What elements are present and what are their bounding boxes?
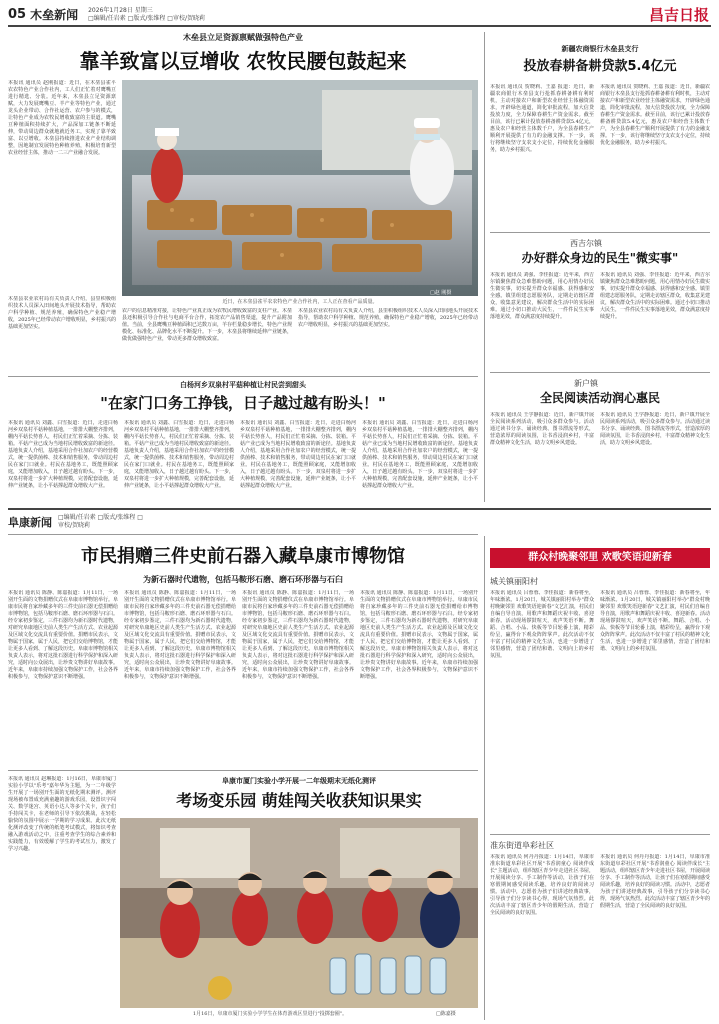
top-story-body-right: 农户的信息精准对接，让特色产业真正成为农牧民增收致富的支柱产业。木垒县还积极引导合作社与电商平台合作，拓宽农产品销售渠道，提升产品附加值。当前，全县鹰嘴豆种植面积已达数万亩，羊存栏量稳步增长，特色产业规模化、标准化、品牌化水平不断提升。下一步，木垒县将继续延伸产业链条，做优做强特色产业，带动更多群众增收致富。 [122, 308, 292, 342]
column-divider-2 [484, 536, 485, 1020]
page-number: 05 [8, 7, 27, 22]
date-block [88, 7, 205, 23]
section2-rule [8, 534, 478, 535]
header-rule [8, 25, 711, 27]
top-story-body-left: 本报讯 通讯员 赵刚报道：近日，在木垒县雀平农农特色产业合作社内，工人们正忙着对鹰嘴豆进行精选、分装。近年来，木垒县立足资源禀赋，大力发展鹰嘴豆、羊产业等特色产业，通过龙头企业带动、合作社运营、农户参与的模式，让特色产业成为农牧民增收致富的主渠道。鹰嘴豆种植面积持续扩大，产品深加工链条不断延伸，带动周边群众就地就近务工，实现了靠羊致富、以豆增收。木垒县持续推进农业产业结构调整，因地制宜发展特色种植养殖，积极培育新型农业经营主体，推动一二三产业融合发展。 [8, 80, 116, 156]
mushroom-body-2: 本报讯 通讯员 刘鑫、白雪报道：近日，走进白杨河乡双泉村平菇种植基地，一排排大棚整齐排列，棚内平菇长势喜人，村民们正忙着采摘、分拣、装箱。平菇产业已成为当地村民增收致富的新途径。基地负责人介绍，基地采用合作社加农户的经营模式，统一提供菌棒、技术和销售服务，带动周边村民在家门口就业。村民在基地务工，既能照顾家庭，又能增加收入，日子越过越有盼头。下一步，双泉村将进一步扩大种植规模，完善配套设施，延伸产业链条，让小平菇撑起群众增收大产业。 [124, 420, 234, 489]
reading-headline: 全民阅读活动润心惠民 [539, 391, 660, 405]
section2-header [8, 514, 148, 530]
editors-line: □编辑/任岩素 □版式/张维程 □审校/贺晓莉 [88, 14, 205, 22]
top-story-body-left-cont: 木垒县农业农村局有关负责人介绍，县里积极组织技术人员深入田间地头开展技术指导，帮助农户科学种植、规范养殖，确保特色产业稳产增收，2025年已经带动农户增收明显，乡村振兴的基础更加坚实。 [8, 296, 116, 330]
exam-rule [8, 770, 478, 771]
mushroom-rule [8, 376, 478, 377]
sidebar-rule-1 [490, 232, 710, 233]
village-gala-banner: 群众村晚聚邻里 欢歌笑语迎新春 [490, 548, 710, 568]
loan-body-1: 本报讯 通讯员 贺晓莉、王嘉 报道：近日，新疆农商银行木垒县支行抢抓春耕备耕有利时机，主动对接农户和新型农业经营主体融资需求，开辟绿色通道，简化审批流程，加大信贷投放力度，全力保障春耕生产资金需求。截至目前，该行已累计投放春耕备耕贷款5.4亿元，惠及农户和经营主体数千户，为全县春耕生产顺利开展提供了有力的金融支撑。下一步，该行将继续坚守支农支小定位，持续优化金融服务，助力乡村振兴。 [490, 84, 594, 153]
exam-headline: 考场变乐园 萌娃闯关收获知识果实 [176, 791, 422, 810]
zhundong-body-2: 本报讯 通讯员 何丹丹报道：1月14日，阜康市准东街道阜彩社区开展"书香润童心 阅读伴成长"主题活动，组织辖区青少年走进社区书屋，开展阅读分享、手工制作等活动，让孩子们在寒假期间感受阅读乐趣，培养良好的阅读习惯。活动中，志愿者为孩子们讲述经典故事，引导孩子们分享读书心得，现场气氛热烈。此次活动丰富了辖区青少年的假期生活，营造了全民阅读的良好氛围。 [600, 854, 710, 909]
reading-body-1: 本报讯 通讯员 王学静报道：近日，新户镇开展全民阅读系列活动，吸引众多群众参与。活动通过读书分享、诵读经典、图书漂流等形式，营造浓厚的阅读氛围，让书香浸润乡村，丰富群众精神文化生活，助力文明乡风建设。 [490, 412, 594, 446]
exam-photo-caption: 1月16日，阜康市厦门实验小学学生在体育游戏区里进行"投掷套圈"。 [192, 1011, 348, 1017]
minsheng-headline: 办好群众身边的民生"微实事" [521, 251, 679, 265]
classroom-photo [120, 818, 478, 1008]
minsheng-place: 西吉尔镇 [570, 239, 602, 248]
mushroom-kicker: 白杨河乡双泉村平菇种植让村民尝到甜头 [180, 380, 306, 389]
loan-headline: 投放春耕备耕贷款5.4亿元 [523, 59, 677, 74]
mushroom-body-3: 本报讯 通讯员 刘鑫、白雪报道：近日，走进白杨河乡双泉村平菇种植基地，一排排大棚整齐排列，棚内平菇长势喜人，村民们正忙着采摘、分拣、装箱。平菇产业已成为当地村民增收致富的新途径。基地负责人介绍，基地采用合作社加农户的经营模式，统一提供菌棒、技术和销售服务，带动周边村民在家门口就业。村民在基地务工，既能照顾家庭，又能增加收入，日子越过越有盼头。下一步，双泉村将进一步扩大种植规模，完善配套设施，延伸产业链条，让小平菇撑起群众增收大产业。 [240, 420, 356, 489]
section2-editors: □编辑/任岩素 □版式/张维程 □审校/贺晓莉 [58, 514, 143, 529]
museum-body-1: 本报讯 通讯员 陈静、陈嘉报道：1月11日，一场别开生面的文物捐赠仪式在阜康市博物馆举行。阜康市民将自家珍藏多年的三件史前石器无偿捐赠给市博物馆，包括马鞍形石磨、磨石环形器与石臼。经专家初步鉴定，三件石器均为新石器时代遗物，对研究阜康地区史前人类生产生活方式、农业起源及区域文化交流具有重要价值。捐赠市民表示，文物属于国家，属于人民，把它们交给博物馆，才能让更多人看到、了解这段历史。阜康市博物馆相关负责人表示，将对这批石器进行科学保护和深入研究，适时向公众展出，让珍贵文物讲好阜康故事。近年来，阜康市持续加强文物保护工作，社会各界积极参与，文物保护意识不断增强。 [8, 590, 118, 680]
loan-kicker: 新疆农商银行木垒县支行 [561, 44, 639, 53]
section2-rule-top [8, 508, 711, 510]
zhundong-body-1: 本报讯 通讯员 何丹丹报道：1月14日，阜康市准东街道阜彩社区开展"书香润童心 阅读伴成长"主题活动，组织辖区青少年走进社区书屋，开展阅读分享、手工制作等活动，让孩子们在寒假期间感受阅读乐趣，培养良好的阅读习惯。活动中，志愿者为孩子们讲述经典故事，引导孩子们分享读书心得，现场气氛热烈。此次活动丰富了辖区青少年的假期生活，营造了全民阅读的良好氛围。 [490, 854, 594, 916]
top-story-kicker: 木垒县立足资源禀赋做强特色产业 [183, 32, 303, 42]
date-line: 2026年1月28日 星期三 [88, 6, 153, 14]
section2-name: 阜康新闻 [8, 516, 52, 529]
column-divider [484, 32, 485, 502]
community-place: 城关镇丽阳村 [490, 577, 538, 586]
top-photo-caption: 近日，在木垒县雀平农农特色产业合作社内，工人正在查看产品质量。 [222, 299, 378, 305]
museum-body-4: 本报讯 通讯员 陈静、陈嘉报道：1月11日，一场别开生面的文物捐赠仪式在阜康市博物馆举行。阜康市民将自家珍藏多年的三件史前石器无偿捐赠给市博物馆，包括马鞍形石磨、磨石环形器与石臼。经专家初步鉴定，三件石器均为新石器时代遗物，对研究阜康地区史前人类生产生活方式、农业起源及区域文化交流具有重要价值。捐赠市民表示，文物属于国家，属于人民，把它们交给博物馆，才能让更多人看到、了解这段历史。阜康市博物馆相关负责人表示，将对这批石器进行科学保护和深入研究，适时向公众展出，让珍贵文物讲好阜康故事。近年来，阜康市持续加强文物保护工作，社会各界积极参与，文物保护意识不断增强。 [360, 590, 478, 680]
factory-photo [122, 80, 478, 296]
community-body-1: 本报讯 通讯员 吕蓉蓉、李佳报道：新春将至，年味渐浓。1月20日，城关镇丽阳村举办"群众村晚聚邻里 欢歌笑语迎新春"文艺汇演，村民们自编自导自演，用歌声和舞蹈庆祝丰收、喜迎新春。活动现场锣鼓喧天，欢声笑语不断。舞蹈、合唱、小品、快板等节目轮番上演，精彩纷呈，赢得台下观众阵阵掌声。此次活动不仅丰富了村民的精神文化生活，也进一步增进了邻里感情，营造了团结和谐、文明向上的乡村氛围。 [490, 590, 594, 659]
exam-body: 本报讯 通讯员 赵琳报道：1月16日，阜康市厦门实验小学以"乐考"嘉年华为主题，为一二年级学生开展了一场别开生面的无纸化期末测评。测评现场被布置成充满童趣的游戏乐园，设置识字闯关、数学迷宫、英语小达人等多个关卡，孩子们手持闯关卡，在老师的引导下依次挑战，在轻松愉快的氛围中展示一学期的学习成果。此次无纸化测评改变了传统的纸笔考试模式，将知识考查融入游戏活动之中，注重考查学生的综合素养和实践能力，有效缓解了学生的考试压力，激发了学习兴趣。 [8, 776, 116, 852]
top-story-body-mid: 木垒县农业农村局有关负责人介绍，县里积极组织技术人员深入田间地头开展技术指导，帮助农户科学种植、规范养殖，确保特色产业稳产增收，2025年已经带动农户增收明显，乡村振兴的基础更加坚实。 [298, 308, 478, 328]
zhundong-place: 准东街道阜彩社区 [490, 841, 554, 850]
top-story-headline: 靠羊致富以豆增收 农牧民腰包鼓起来 [79, 49, 407, 73]
minsheng-body-2: 本报讯 通讯员 刘强、李佳报道：近年来，西吉尔镇聚焦群众急难愁盼问题，用心用情办好民生微实事，切实提升群众幸福感、获得感和安全感。镇里组建志愿服务队，定期走访辖区群众，收集意见建议，解决群众生活中的实际困难。通过小切口推动大民生，一件件民生实事落地见效，群众满意度持续提升。 [600, 272, 710, 320]
reading-place: 新户镇 [574, 379, 598, 388]
museum-subhead: 为新石器时代遗物，包括马鞍形石磨、磨石环形器与石臼 [143, 574, 343, 584]
community-body-2: 本报讯 通讯员 吕蓉蓉、李佳报道：新春将至，年味渐浓。1月20日，城关镇丽阳村举办"群众村晚聚邻里 欢歌笑语迎新春"文艺汇演，村民们自编自导自演，用歌声和舞蹈庆祝丰收、喜迎新春。活动现场锣鼓喧天，欢声笑语不断。舞蹈、合唱、小品、快板等节目轮番上演，精彩纷呈，赢得台下观众阵阵掌声。此次活动不仅丰富了村民的精神文化生活，也进一步增进了邻里感情，营造了团结和谐、文明向上的乡村氛围。 [600, 590, 710, 652]
exam-kicker: 阜康市厦门实验小学开展一二年级期末无纸化测评 [222, 776, 376, 785]
masthead-logo: 昌吉日报 [648, 6, 709, 24]
mushroom-body-1: 本报讯 通讯员 刘鑫、白雪报道：近日，走进白杨河乡双泉村平菇种植基地，一排排大棚整齐排列，棚内平菇长势喜人，村民们正忙着采摘、分拣、装箱。平菇产业已成为当地村民增收致富的新途径。基地负责人介绍，基地采用合作社加农户的经营模式，统一提供菌棒、技术和销售服务，带动周边村民在家门口就业。村民在基地务工，既能照顾家庭，又能增加收入，日子越过越有盼头。下一步，双泉村将进一步扩大种植规模，完善配套设施，延伸产业链条，让小平菇撑起群众增收大产业。 [8, 420, 118, 489]
museum-headline: 市民捐赠三件史前石器入藏阜康市博物馆 [81, 546, 405, 567]
reading-body-2: 本报讯 通讯员 王学静报道：近日，新户镇开展全民阅读系列活动，吸引众多群众参与。活动通过读书分享、诵读经典、图书漂流等形式，营造浓厚的阅读氛围，让书香浸润乡村，丰富群众精神文化生活，助力文明乡风建设。 [600, 412, 710, 446]
section-name: 木垒新闻 [30, 8, 79, 22]
page-header [8, 6, 205, 23]
loan-body-2: 本报讯 通讯员 贺晓莉、王嘉 报道：近日，新疆农商银行木垒县支行抢抓春耕备耕有利时机，主动对接农户和新型农业经营主体融资需求，开辟绿色通道，简化审批流程，加大信贷投放力度，全力保障春耕生产资金需求。截至目前，该行已累计投放春耕备耕贷款5.4亿元，惠及农户和经营主体数千户，为全县春耕生产顺利开展提供了有力的金融支撑。下一步，该行将继续坚守支农支小定位，持续优化金融服务，助力乡村振兴。 [600, 84, 710, 146]
mushroom-body-4: 本报讯 通讯员 刘鑫、白雪报道：近日，走进白杨河乡双泉村平菇种植基地，一排排大棚整齐排列，棚内平菇长势喜人，村民们正忙着采摘、分拣、装箱。平菇产业已成为当地村民增收致富的新途径。基地负责人介绍，基地采用合作社加农户的经营模式，统一提供菌棒、技术和销售服务，带动周边村民在家门口就业。村民在基地务工，既能照顾家庭，又能增加收入，日子越过越有盼头。下一步，双泉村将进一步扩大种植规模，完善配套设施，延伸产业链条，让小平菇撑起群众增收大产业。 [362, 420, 478, 489]
minsheng-body-1: 本报讯 通讯员 刘强、李佳报道：近年来，西吉尔镇聚焦群众急难愁盼问题，用心用情办好民生微实事，切实提升群众幸福感、获得感和安全感。镇里组建志愿服务队，定期走访辖区群众，收集意见建议，解决群众生活中的实际困难。通过小切口推动大民生，一件件民生实事落地见效，群众满意度持续提升。 [490, 272, 594, 320]
museum-body-3: 本报讯 通讯员 陈静、陈嘉报道：1月11日，一场别开生面的文物捐赠仪式在阜康市博物馆举行。阜康市民将自家珍藏多年的三件史前石器无偿捐赠给市博物馆，包括马鞍形石磨、磨石环形器与石臼。经专家初步鉴定，三件石器均为新石器时代遗物，对研究阜康地区史前人类生产生活方式、农业起源及区域文化交流具有重要价值。捐赠市民表示，文物属于国家，属于人民，把它们交给博物馆，才能让更多人看到、了解这段历史。阜康市博物馆相关负责人表示，将对这批石器进行科学保护和深入研究，适时向公众展出，让珍贵文物讲好阜康故事。近年来，阜康市持续加强文物保护工作，社会各界积极参与，文物保护意识不断增强。 [242, 590, 354, 680]
top-photo-credit: □赵 刚摄 [430, 290, 452, 296]
sidebar-rule-3 [490, 834, 710, 835]
sidebar-rule-2 [490, 372, 710, 373]
museum-body-2: 本报讯 通讯员 陈静、陈嘉报道：1月11日，一场别开生面的文物捐赠仪式在阜康市博物馆举行。阜康市民将自家珍藏多年的三件史前石器无偿捐赠给市博物馆，包括马鞍形石磨、磨石环形器与石臼。经专家初步鉴定，三件石器均为新石器时代遗物，对研究阜康地区史前人类生产生活方式、农业起源及区域文化交流具有重要价值。捐赠市民表示，文物属于国家，属于人民，把它们交给博物馆，才能让更多人看到、了解这段历史。阜康市博物馆相关负责人表示，将对这批石器进行科学保护和深入研究，适时向公众展出，让珍贵文物讲好阜康故事。近年来，阜康市持续加强文物保护工作，社会各界积极参与，文物保护意识不断增强。 [124, 590, 236, 680]
exam-photo-credit: □陈嘉摄 [436, 1011, 456, 1017]
mushroom-headline: "在家门口务工挣钱，日子越过越有盼头！" [100, 394, 386, 412]
